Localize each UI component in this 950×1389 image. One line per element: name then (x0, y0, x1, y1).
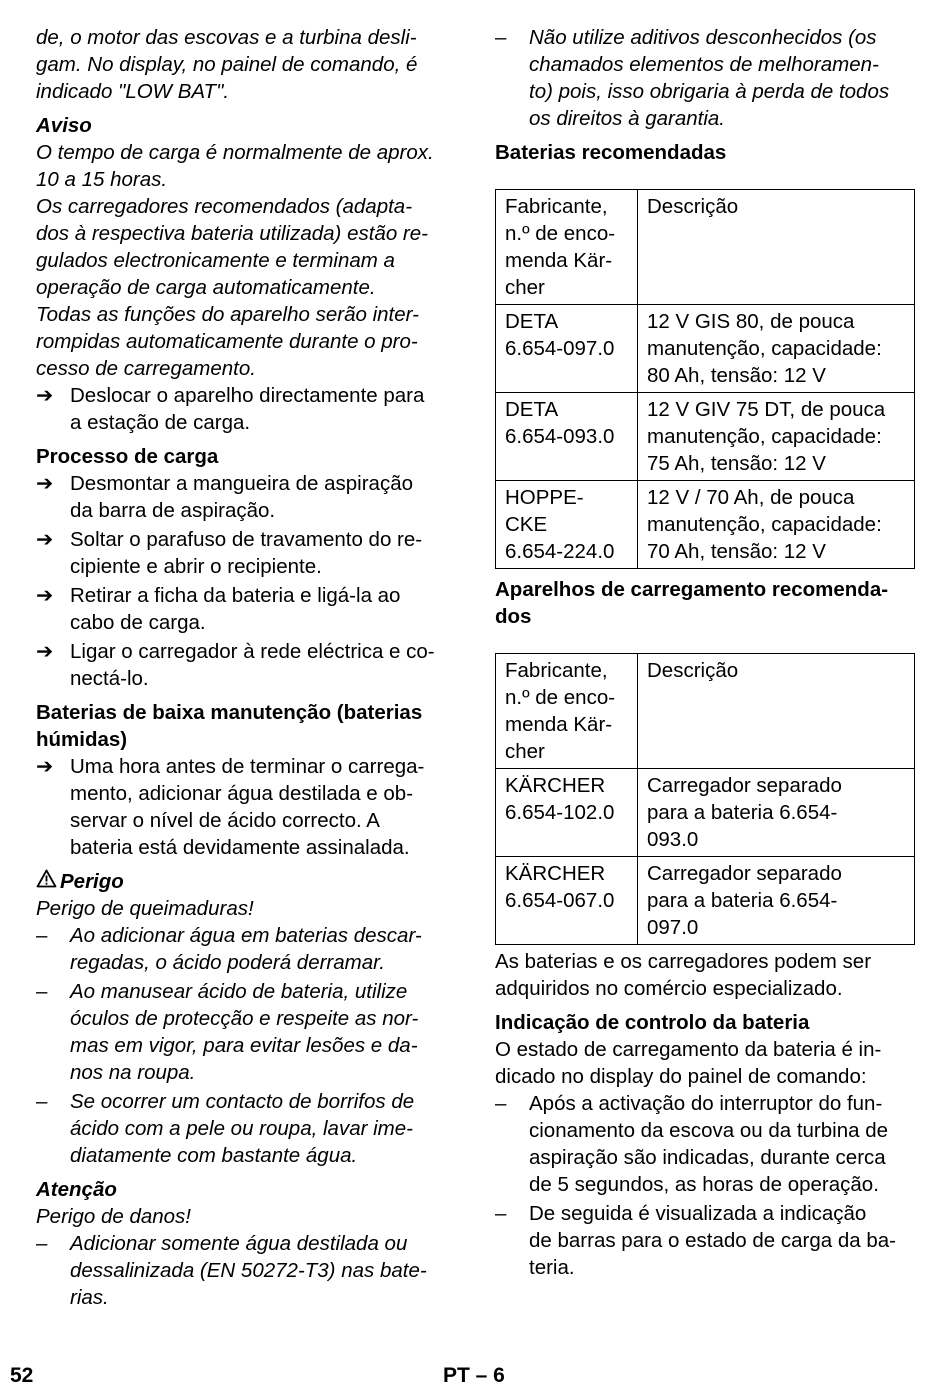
table-row (496, 393, 915, 481)
indicacao-item: – Após a activação do interruptor do fun- cionamento da escova ou da turbina de aspiração são indicadas, durante cerca de 5 segundos, as horas de operação. (495, 1092, 889, 1196)
indicacao-item: – De seguida é visualizada a indicação de barras para o estado de carga da ba- teria. (495, 1202, 896, 1279)
perigo-item: – Ao adicionar água em baterias descar- regadas, o ácido poderá derramar. (36, 924, 422, 974)
table-cell: DETA 6.654-093.0 (496, 393, 638, 481)
table-row (496, 481, 915, 569)
page-number: 52 (10, 1364, 34, 1387)
arrow-icon: ➔ (36, 640, 54, 663)
table-cell: 12 V GIV 75 DT, de pouca manutenção, capacidade: 75 Ah, tensão: 12 V (638, 393, 915, 481)
dash-bullet: – (36, 924, 48, 947)
table-header-cell: Descrição (638, 190, 915, 305)
aparelhos-heading: Aparelhos de carregamento recomenda- dos (495, 578, 889, 628)
baterias-heading: Baterias de baixa manutenção (baterias húmidas) (36, 701, 423, 751)
indicacao-text: O estado de carregamento da bateria é in- dicado no display do painel de comando: (495, 1038, 882, 1088)
dash-bullet: – (495, 1092, 507, 1115)
processo-heading: Processo de carga (36, 445, 219, 468)
arrow-icon: ➔ (36, 584, 54, 607)
warranty-item: – Não utilize aditivos desconhecidos (os chamados elementos de melhoramen- to) pois, isso obrigaria à perda de todos os direitos à garantia. (495, 26, 890, 130)
arrow-icon: ➔ (36, 384, 54, 407)
perigo-item: – Ao manusear ácido de bateria, utilize óculos de protecção e respeite as nor- mas em vigor, para evitar lesões e da- nos na roupa. (36, 980, 419, 1084)
baterias-step: ➔ Uma hora antes de terminar o carrega- mento, adicionar água destilada e ob- servar o nível de ácido correcto. A bateria está devidamente assinalada. (36, 755, 425, 859)
table-cell: KÄRCHER 6.654-067.0 (496, 857, 638, 945)
perigo-subtitle: Perigo de queimaduras! (36, 897, 254, 920)
warning-triangle-icon (36, 868, 60, 895)
intro-text: de, o motor das escovas e a turbina desli- gam. No display, no painel de comando, é indicado "LOW BAT". (36, 26, 418, 103)
aviso-heading: Aviso (36, 114, 92, 137)
aviso-step: ➔ Deslocar o aparelho directamente para a estação de carga. (36, 384, 425, 434)
aviso-text: O tempo de carga é normalmente de aprox. 10 a 15 horas. Os carregadores recomendados (adapta- dos à respectiva bateria utilizada) estão re- gulados electronicamente e terminam a operação de carga automaticamente. Todas as funções do aparelho serão inter- rompidas automaticamente durante o pro- cesso de carregamento. (36, 141, 434, 380)
atencao-heading: Atenção (36, 1178, 117, 1201)
table-header-row (496, 190, 915, 305)
chargers-table (495, 653, 915, 945)
section-label: PT – 6 (443, 1364, 505, 1387)
arrow-icon: ➔ (36, 472, 54, 495)
table-row (496, 769, 915, 857)
indicacao-heading: Indicação de controlo da bateria (495, 1011, 810, 1034)
processo-step: ➔ Ligar o carregador à rede eléctrica e co- nectá-lo. (36, 640, 435, 690)
perigo-heading: Perigo (36, 868, 456, 895)
baterias-recomendadas-heading: Baterias recomendadas (495, 141, 727, 164)
table-cell: Carregador separado para a bateria 6.654- 097.0 (638, 857, 915, 945)
table-header-cell: Descrição (638, 654, 915, 769)
table-cell: DETA 6.654-097.0 (496, 305, 638, 393)
atencao-subtitle: Perigo de danos! (36, 1205, 192, 1228)
processo-step: ➔ Soltar o parafuso de travamento do re- cipiente e abrir o recipiente. (36, 528, 423, 578)
table-header-row (496, 654, 915, 769)
table-cell: KÄRCHER 6.654-102.0 (496, 769, 638, 857)
processo-step: ➔ Retirar a ficha da bateria e ligá-la ao cabo de carga. (36, 584, 401, 634)
batteries-table (495, 189, 915, 569)
dash-bullet: – (495, 1202, 507, 1225)
atencao-item: – Adicionar somente água destilada ou dessalinizada (EN 50272-T3) nas bate- rias. (36, 1232, 427, 1309)
dash-bullet: – (36, 980, 48, 1003)
arrow-icon: ➔ (36, 528, 54, 551)
table-header-cell: Fabricante, n.º de enco- menda Kär- cher (496, 654, 638, 769)
dash-bullet: – (495, 26, 507, 49)
table-cell: Carregador separado para a bateria 6.654- 093.0 (638, 769, 915, 857)
availability-text: As baterias e os carregadores podem ser adquiridos no comércio especializado. (495, 950, 872, 1000)
table-header-cell: Fabricante, n.º de enco- menda Kär- cher (496, 190, 638, 305)
table-row (496, 857, 915, 945)
right-column (495, 24, 915, 1281)
dash-bullet: – (36, 1090, 48, 1113)
processo-step: ➔ Desmontar a mangueira de aspiração da barra de aspiração. (36, 472, 413, 522)
dash-bullet: – (36, 1232, 48, 1255)
perigo-item: – Se ocorrer um contacto de borrifos de ácido com a pele ou roupa, lavar ime- diatamente com bastante água. (36, 1090, 415, 1167)
table-cell: 12 V GIS 80, de pouca manutenção, capacidade: 80 Ah, tensão: 12 V (638, 305, 915, 393)
table-cell: 12 V / 70 Ah, de pouca manutenção, capacidade: 70 Ah, tensão: 12 V (638, 481, 915, 569)
table-row (496, 305, 915, 393)
table-cell: HOPPE- CKE 6.654-224.0 (496, 481, 638, 569)
left-column (36, 24, 456, 1311)
arrow-icon: ➔ (36, 755, 54, 778)
